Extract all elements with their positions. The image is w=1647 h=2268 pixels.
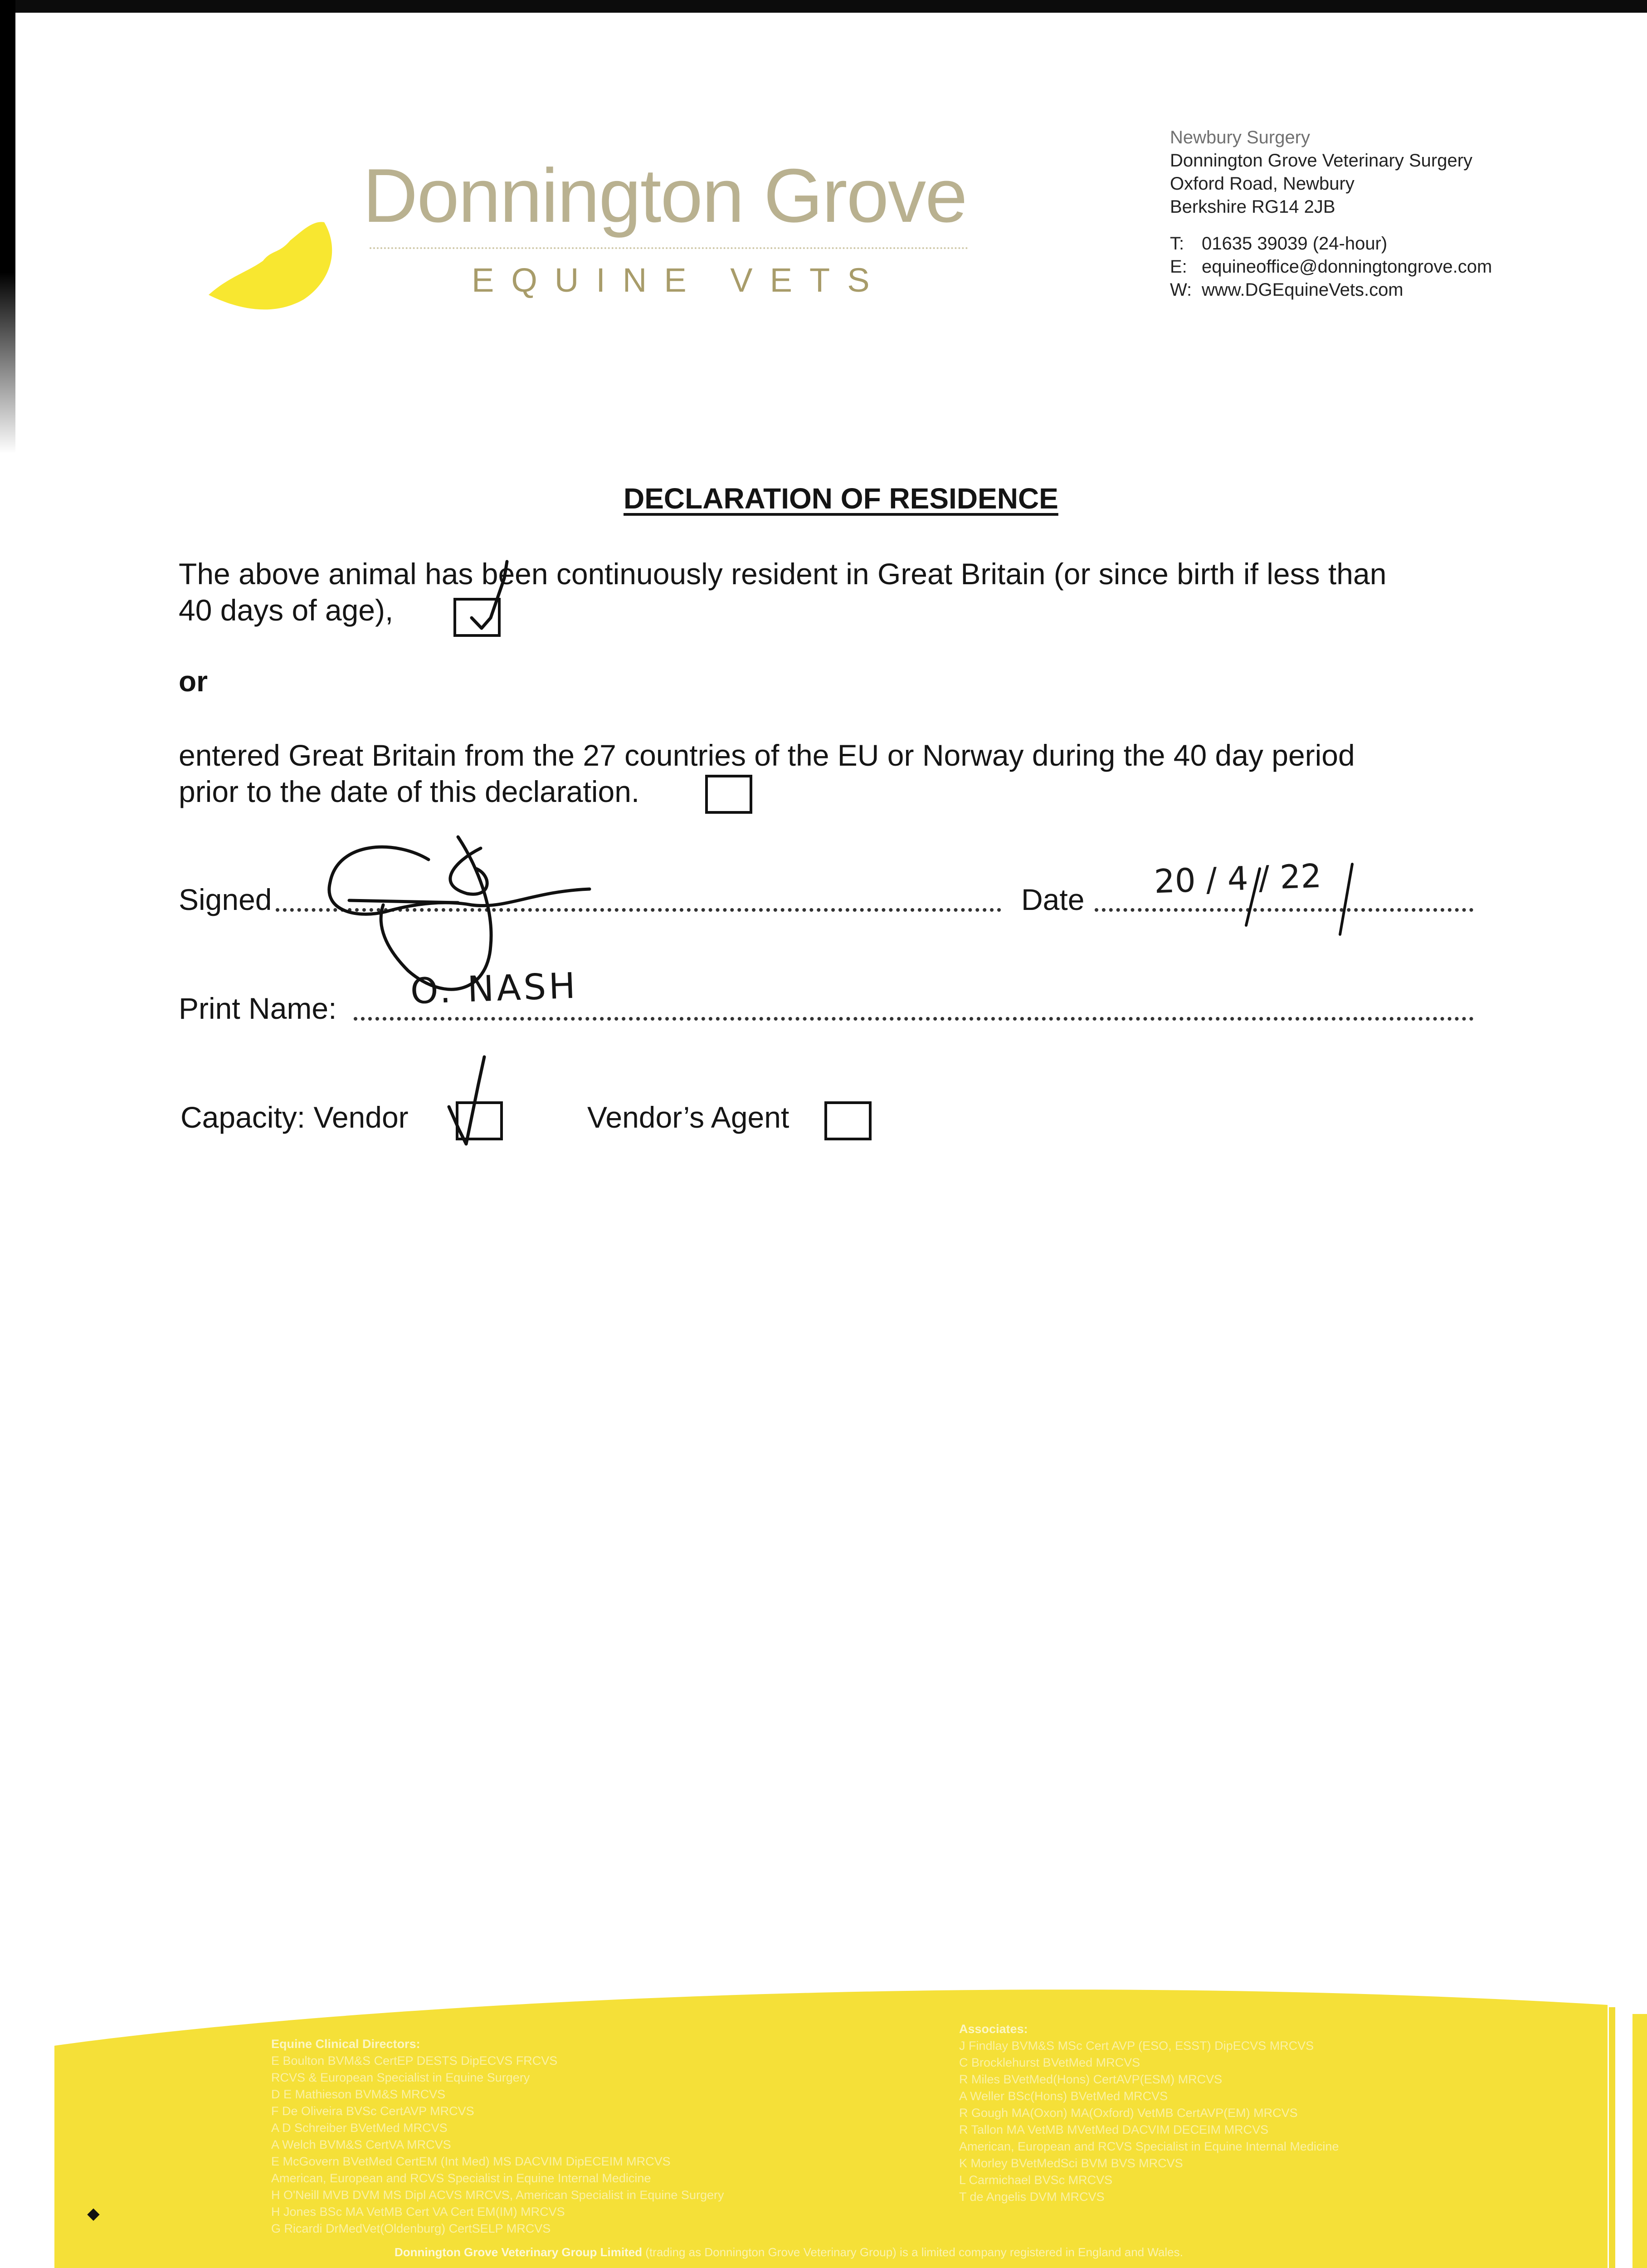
capacity-vendor-label: Capacity: Vendor <box>180 1100 409 1134</box>
associate-entry: American, European and RCVS Specialist in Equine Internal Medicine <box>959 2140 1339 2153</box>
director-entry: D E Mathieson BVM&S MRCVS <box>271 2087 446 2101</box>
associates-heading: Associates: <box>959 2022 1028 2036</box>
company-note: (trading as Donnington Grove Veterinary Group) is a limited company registered in England and Wales. <box>645 2245 1183 2259</box>
director-entry: A Welch BVM&S CertVA MRCVS <box>271 2138 451 2151</box>
associate-entry: K Morley BVetMedSci BVM BVS MRCVS <box>959 2156 1183 2170</box>
option-2-line: prior to the date of this declaration. <box>179 775 640 808</box>
print-name-value: O. NASH <box>409 965 579 1012</box>
company-name: Donnington Grove Veterinary Group Limited <box>395 2245 643 2259</box>
or-label: or <box>179 665 208 698</box>
brand-title: Donnington Grove <box>363 153 967 238</box>
directors-heading: Equine Clinical Directors: <box>271 2037 420 2051</box>
associate-entry: C Brocklehurst BVetMed MRCVS <box>959 2056 1140 2069</box>
date-value: 20 / 4 / 22 <box>1153 856 1322 901</box>
associate-entry: R Tallon MA VetMB MVetMed DACVIM DECEIM MRCVS <box>959 2123 1269 2136</box>
director-entry: E Boulton BVM&S CertEP DESTS DipECVS FRCVS <box>271 2054 558 2068</box>
director-entry: A D Schreiber BVetMed MRCVS <box>271 2121 448 2135</box>
associates-list <box>959 2021 1339 2205</box>
option-2-line: entered Great Britain from the 27 countries of the EU or Norway during the 40 day period <box>179 738 1355 772</box>
director-entry: RCVS & European Specialist in Equine Surgery <box>271 2071 530 2084</box>
print-name-label: Print Name: <box>179 992 337 1025</box>
website-link[interactable]: www.DGEquineVets.com <box>1202 280 1403 300</box>
director-entry: F De Oliveira BVSc CertAVP MRCVS <box>271 2104 474 2118</box>
signed-label: Signed <box>179 883 272 916</box>
director-entry: H Jones BSc MA VetMB Cert VA Cert EM(IM) MRCVS <box>271 2205 565 2219</box>
option-1-line: 40 days of age), <box>179 593 394 627</box>
associate-entry: T de Angelis DVM MRCVS <box>959 2190 1105 2204</box>
associate-entry: R Miles BVetMed(Hons) CertAVP(ESM) MRCVS <box>959 2072 1223 2086</box>
associate-entry: R Gough MA(Oxon) MA(Oxford) VetMB CertAVP(EM) MRCVS <box>959 2106 1298 2120</box>
associate-entry: J Findlay BVM&S MSc Cert AVP (ESO, ESST) DipECVS MRCVS <box>959 2039 1314 2053</box>
associate-entry: L Carmichael BVSc MRCVS <box>959 2173 1113 2187</box>
director-entry: E McGovern BVetMed CertEM (Int Med) MS DACVIM DipECEIM MRCVS <box>271 2155 671 2168</box>
scan-mark-icon: ⬥ <box>87 2204 100 2224</box>
vendors-agent-label: Vendor’s Agent <box>587 1100 789 1134</box>
contact-label: W: <box>1170 280 1192 300</box>
option-1-line: The above animal has been continuously resident in Great Britain (or since birth if less than <box>179 557 1387 591</box>
directors-list <box>271 2036 724 2237</box>
address-line: Donnington Grove Veterinary Surgery <box>1170 151 1473 171</box>
address-line: Berkshire RG14 2JB <box>1170 197 1335 217</box>
director-entry: American, European and RCVS Specialist in Equine Internal Medicine <box>271 2171 651 2185</box>
director-entry: H O'Neill MVB DVM MS Dipl ACVS MRCVS, American Specialist in Equine Surgery <box>271 2188 724 2202</box>
director-entry: G Ricardi DrMedVet(Oldenburg) CertSELP MRCVS <box>271 2222 551 2235</box>
vendor-checkmark-icon <box>449 1057 484 1144</box>
phone-value: 01635 39039 (24-hour) <box>1202 234 1388 254</box>
associate-entry: A Weller BSc(Hons) BVetMed MRCVS <box>959 2089 1168 2103</box>
date-slash-marks <box>1246 864 1352 934</box>
date-label: Date <box>1021 883 1085 916</box>
page-title: DECLARATION OF RESIDENCE <box>624 482 1058 515</box>
option-1-checkmark-icon <box>472 562 507 628</box>
signature-icon <box>329 837 590 989</box>
contact-label: E: <box>1170 257 1187 277</box>
footer-banner <box>0 1950 1647 2268</box>
brand-subtitle: EQUINE VETS <box>472 261 887 299</box>
address-line: Newbury Surgery <box>1170 127 1311 147</box>
address-line: Oxford Road, Newbury <box>1170 174 1355 194</box>
email-link[interactable]: equineoffice@donningtongrove.com <box>1202 257 1492 277</box>
company-footnote <box>395 2245 1183 2259</box>
contact-label: T: <box>1170 234 1184 254</box>
